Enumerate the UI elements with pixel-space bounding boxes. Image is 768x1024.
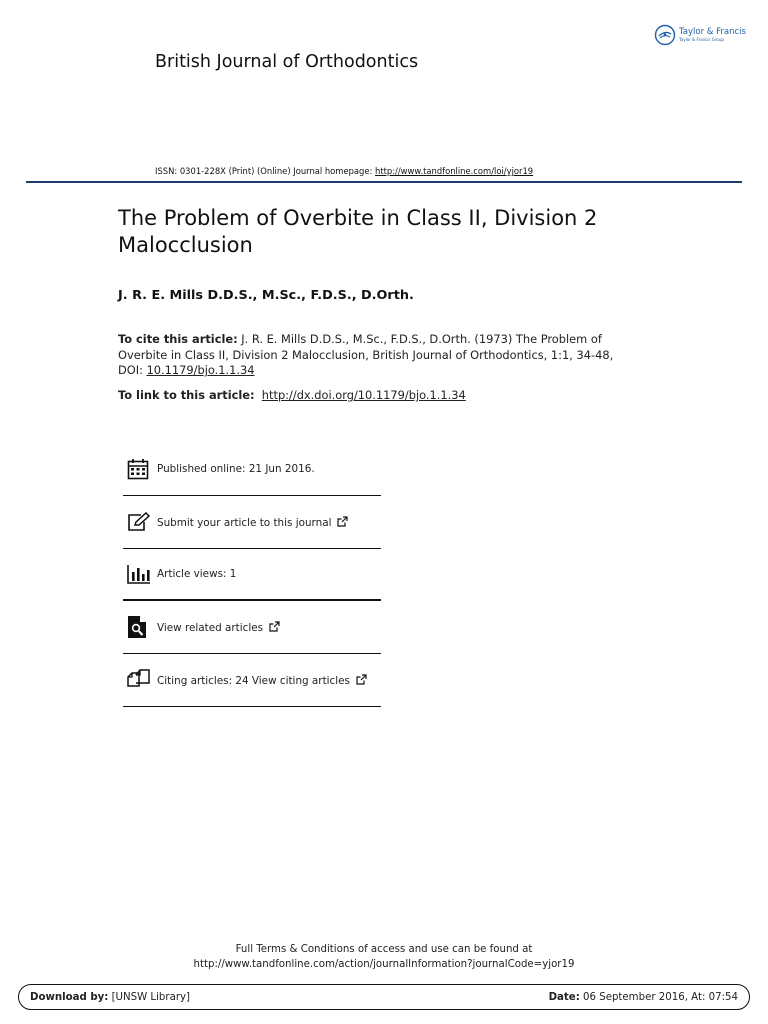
article-link-line [118,388,466,402]
article-doi-url-link[interactable]: http://dx.doi.org/10.1179/bjo.1.1.34 [261,388,466,402]
taylor-francis-logo-icon [654,24,676,46]
issn-text: ISSN: 0301-228X (Print) (Online) Journal homepage: [155,166,376,176]
article-info-list [123,442,381,707]
link-label: To link to this article: [118,388,255,402]
citing-articles-icon [123,669,157,691]
article-title: The Problem of Overbite in Class II, Division 2 Malocclusion [118,206,598,257]
view-related-articles-link[interactable]: View related articles [157,621,264,634]
journal-title: British Journal of Orthodontics [155,52,419,72]
terms-line-1: Full Terms & Conditions of access and use can be found at [235,944,533,955]
edit-icon [123,512,157,532]
info-item-citing-articles[interactable] [123,654,381,707]
header-divider [26,181,742,183]
submit-article-link[interactable]: Submit your article to this journal [157,516,332,529]
doi-link[interactable]: 10.1179/bjo.1.1.34 [146,363,255,377]
download-value: [UNSW Library] [108,991,191,1003]
info-item-submit-article[interactable] [123,496,381,549]
calendar-icon [123,458,157,480]
date-value: 06 September 2016, At: 07:54 [579,991,738,1003]
search-document-icon [123,615,157,639]
download-footer [18,984,750,1010]
citation-block [118,332,638,379]
cite-text: J. R. E. Mills D.D.S., M.Sc., F.D.S., D.Orth. (1973) The Problem of Overbite in Class II, Division 2 Malocclusion, British Journal of Orthodontics, 1:1, 34-48, DOI: [118,332,614,377]
issn-line [155,166,533,176]
terms-and-conditions [0,942,768,972]
date-label: Date: [548,991,580,1003]
external-link-icon [269,621,280,632]
published-online-text: Published online: 21 Jun 2016. [157,462,315,475]
date-info [549,992,738,1003]
info-item-published [123,442,381,496]
article-views-text: Article views: 1 [157,568,237,580]
info-item-article-views [123,549,381,601]
journal-homepage-link[interactable]: http://www.tandfonline.com/loi/yjor19 [375,166,534,176]
terms-url[interactable]: http://www.tandfonline.com/action/journalInformation?journalCode=yjor19 [193,959,575,970]
citing-articles-link[interactable]: Citing articles: 24 View citing articles [157,674,350,687]
download-info [30,992,190,1003]
bar-chart-icon [123,564,157,584]
download-label: Download by: [30,991,109,1003]
cite-label: To cite this article: [118,332,238,346]
external-link-icon [337,516,348,527]
publisher-logo [654,22,754,48]
external-link-icon [356,674,367,685]
publisher-subname: Taylor & Francis Group [679,36,724,42]
info-item-related-articles[interactable] [123,601,381,654]
publisher-name: Taylor & Francis [679,27,746,38]
article-authors: J. R. E. Mills D.D.S., M.Sc., F.D.S., D.Orth. [118,288,414,303]
